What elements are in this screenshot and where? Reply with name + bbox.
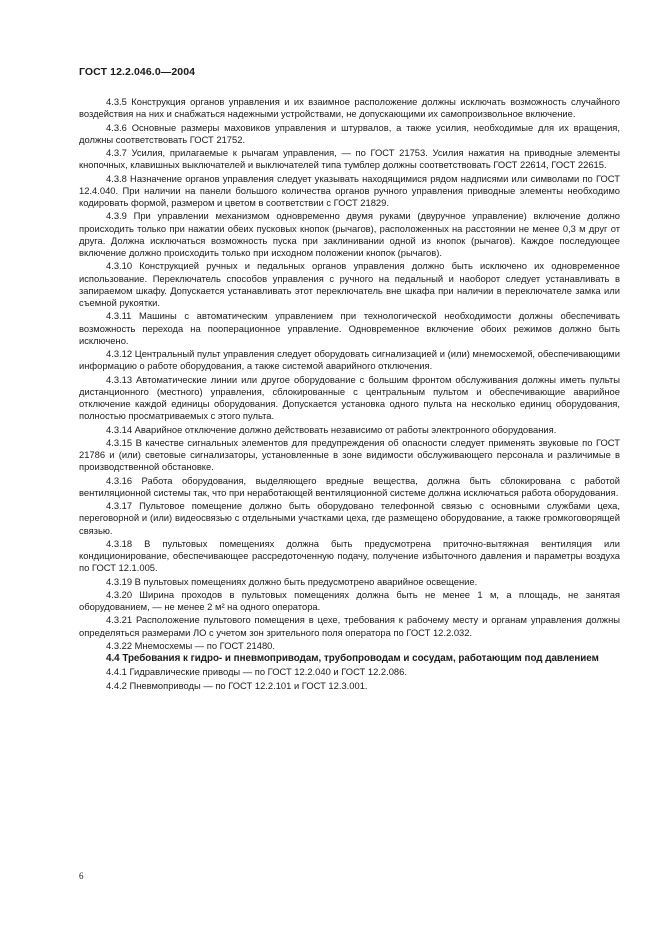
paragraph-4-3-13: 4.3.13 Автоматические линии или другое оборудование с большим фронтом обслуживания должны иметь пульты дистанционного (местного) управления, сблокированные с центральным пультом и обеспечивающие аварийное отключение каждой единицы оборудования. Допускается установка одного пульта на несколько единиц оборудования, полностью просматриваемых с этого пульта. bbox=[79, 373, 620, 422]
document-body bbox=[79, 96, 620, 693]
paragraph-4-3-22: 4.3.22 Мнемосхемы — по ГОСТ 21480. bbox=[106, 639, 275, 651]
page-number: 6 bbox=[79, 871, 84, 881]
paragraph-4-3-6: 4.3.6 Основные размеры маховиков управления и штурвалов, а также усилия, необходимые для их вращения, должны соответствовать ГОСТ 21752. bbox=[79, 121, 620, 145]
paragraph-4-3-7: 4.3.7 Усилия, прилагаемые к рычагам управления, — по ГОСТ 21753. Усилия нажатия на приводные элементы кнопочных, клавишных выключателей и выключателей типа тумблер должны соответствовать ГОСТ 22614, ГОСТ 22615. bbox=[79, 147, 620, 171]
paragraph-4-3-21: 4.3.21 Расположение пультового помещения в цехе, требования к рабочему месту и органам управления должны определяться размерами ЛО с учетом зон зрительного поля оператора по ГОСТ 12.2.032. bbox=[79, 614, 620, 638]
paragraph-4-3-16: 4.3.16 Работа оборудования, выделяющего вредные вещества, должна быть сблокирована с работой вентиляционной системы так, что при неработающей вентиляционной системе должна исключаться работа оборудования. bbox=[79, 474, 620, 498]
paragraph-4-3-11: 4.3.11 Машины с автоматическим управлением при технологической необходимости должны обеспечивать возможность перехода на пооперационное управление. Одновременное включение обоих режимов должно быть исключено. bbox=[79, 310, 620, 346]
paragraph-4-3-12: 4.3.12 Центральный пульт управления следует оборудовать сигнализацией и (или) мнемосхемой, обеспечивающими информацию о работе оборудования, а также системой аварийного отключения. bbox=[79, 348, 620, 372]
paragraph-4-3-15: 4.3.15 В качестве сигнальных элементов для предупреждения об опасности следует применять звуковые по ГОСТ 21786 и (или) световые сигнализаторы, установленные в зоне видимости обслуживающего персонала и различимые в производственной обстановке. bbox=[79, 436, 620, 473]
paragraph-4-3-18: 4.3.18 В пультовых помещениях должна быть предусмотрена приточно-вытяжная вентиляция или кондиционирование, обеспечивающее рассредоточенную подачу, получение избыточного давления и параметры воздуха по ГОСТ 12.1.005. bbox=[79, 537, 620, 574]
paragraph-4-3-20: 4.3.20 Ширина проходов в пультовых помещениях должна быть не менее 1 м, а площадь, не занятая оборудованием, — не менее 2 м² на одного оператора. bbox=[79, 588, 620, 612]
paragraph-4-4-1: 4.4.1 Гидравлические приводы — по ГОСТ 12.2.040 и ГОСТ 12.2.086. bbox=[106, 666, 407, 678]
paragraph-4-3-10: 4.3.10 Конструкцией ручных и педальных органов управления должно быть исключено их одновременное использование. Переключатель способов управления с ручного на педальный и наоборот следует устанавливать в запираемом шкафу. Допускается устанавливать этот переключатель вне шкафа при наличии в переключателе замка или съемной рукоятки. bbox=[79, 260, 620, 308]
section-heading-4-4: 4.4 Требования к гидро- и пневмоприводам, трубопроводам и сосудам, работающим под давлением bbox=[106, 653, 599, 664]
paragraph-4-3-9: 4.3.9 При управлении механизмом одновременно двумя руками (двуручное управление) включение должно происходить только при нажатии обеих пусковых кнопок (рычагов), расположенных на расстоянии не менее 0,3 м друг от друга. Должна исключаться возможность пуска при заклинивании одной из кнопок (рычагов). Каждое последующее включение должно происходить только при исходном положении кнопок (рычагов). bbox=[79, 210, 620, 258]
paragraph-4-3-8: 4.3.8 Назначение органов управления следует указывать находящимися рядом надписями или символами по ГОСТ 12.4.040. При наличии на панели большого количества органов ручного управления приводные элементы необходимо кодировать формой, размером и цветом в соответствии с ГОСТ 21829. bbox=[79, 172, 620, 208]
paragraph-4-3-14: 4.3.14 Аварийное отключение должно действовать независимо от работы электронного оборудования. bbox=[106, 423, 557, 435]
paragraph-4-3-17: 4.3.17 Пультовое помещение должно быть оборудовано телефонной связью с основными службами цеха, переговорной и (или) видеосвязью с отдельными участками цеха, где размещено оборудование, а также громкоговорящей связью. bbox=[79, 500, 620, 536]
paragraph-4-4-2: 4.4.2 Пневмоприводы — по ГОСТ 12.2.101 и ГОСТ 12.3.001. bbox=[106, 679, 368, 691]
document-header: ГОСТ 12.2.046.0—2004 bbox=[79, 66, 196, 78]
paragraph-4-3-5: 4.3.5 Конструкция органов управления и их взаимное расположение должны исключать возможность случайного воздействия на них и снабжаться надежными устройствами, не допускающими их самопроизвольное включение. bbox=[79, 96, 620, 120]
paragraph-4-3-19: 4.3.19 В пультовых помещениях должно быть предусмотрено аварийное освещение. bbox=[106, 575, 478, 587]
